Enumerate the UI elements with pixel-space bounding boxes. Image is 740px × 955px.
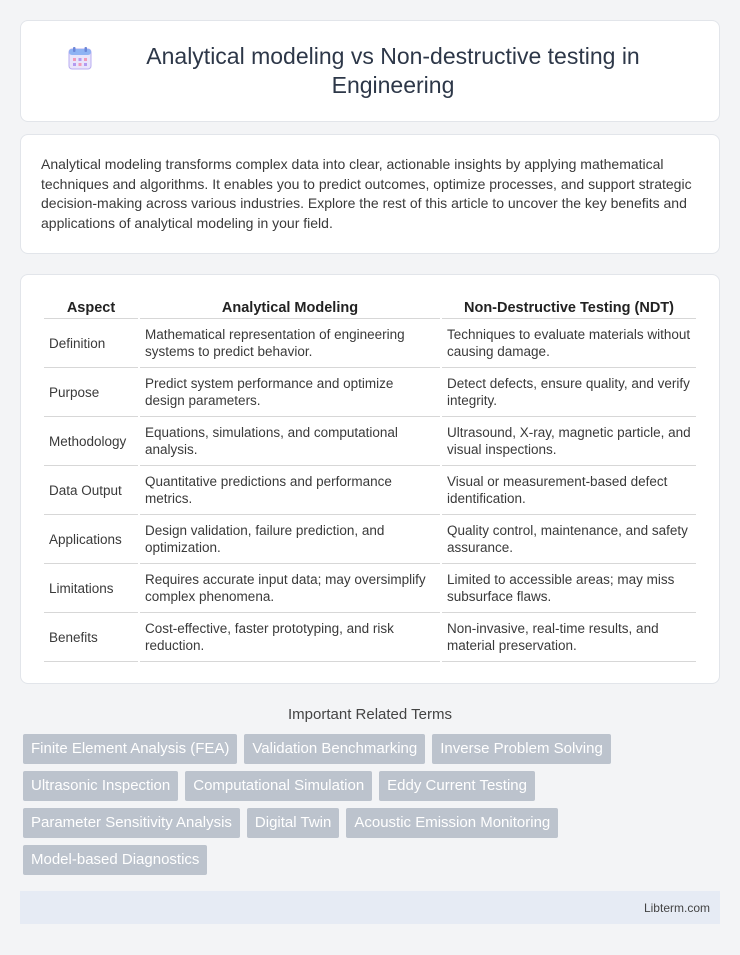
row-analytical: Cost-effective, faster prototyping, and risk reduction. xyxy=(140,613,440,662)
related-term-tag[interactable]: Validation Benchmarking xyxy=(244,734,425,764)
row-aspect: Limitations xyxy=(44,564,138,613)
footer xyxy=(20,891,720,924)
intro-text: Analytical modeling transforms complex data into clear, actionable insights by applying mathematical techniques and algorithms. It enables you to predict outcomes, optimize processes, and support strategic decision-making across various industries. Explore the rest of this article to uncover the key benefits and applications of analytical modeling in your field. xyxy=(41,156,692,231)
row-aspect: Data Output xyxy=(44,466,138,515)
row-ndt: Visual or measurement-based defect identification. xyxy=(442,466,696,515)
header-aspect: Aspect xyxy=(44,293,138,319)
related-terms-heading: Important Related Terms xyxy=(288,706,452,723)
row-ndt: Limited to accessible areas; may miss subsurface flaws. xyxy=(442,564,696,613)
row-analytical: Predict system performance and optimize design parameters. xyxy=(140,368,440,417)
row-analytical: Design validation, failure prediction, and optimization. xyxy=(140,515,440,564)
title-card xyxy=(20,20,720,122)
row-ndt: Techniques to evaluate materials without causing damage. xyxy=(442,319,696,368)
table-row xyxy=(44,515,696,564)
comparison-card xyxy=(20,274,720,684)
row-aspect: Applications xyxy=(44,515,138,564)
related-term-tag[interactable]: Acoustic Emission Monitoring xyxy=(346,808,558,838)
header-analytical-modeling: Analytical Modeling xyxy=(140,293,440,319)
related-term-tag[interactable]: Model-based Diagnostics xyxy=(23,845,207,875)
title-wrap xyxy=(67,42,673,100)
row-ndt: Ultrasound, X-ray, magnetic particle, and visual inspections. xyxy=(442,417,696,466)
page-title: Analytical modeling vs Non-destructive testing in Engineering xyxy=(146,43,640,98)
comparison-table xyxy=(42,293,698,662)
row-analytical: Quantitative predictions and performance metrics. xyxy=(140,466,440,515)
table-row xyxy=(44,466,696,515)
header-ndt: Non-Destructive Testing (NDT) xyxy=(442,293,696,319)
row-analytical: Mathematical representation of engineering systems to predict behavior. xyxy=(140,319,440,368)
table-row xyxy=(44,319,696,368)
intro-card xyxy=(20,134,720,254)
footer-site-link[interactable]: Libterm.com xyxy=(643,900,710,915)
table-row xyxy=(44,368,696,417)
row-aspect: Benefits xyxy=(44,613,138,662)
related-term-tag[interactable]: Parameter Sensitivity Analysis xyxy=(23,808,240,838)
row-analytical: Requires accurate input data; may oversimplify complex phenomena. xyxy=(140,564,440,613)
related-term-tag[interactable]: Ultrasonic Inspection xyxy=(23,771,178,801)
row-ndt: Quality control, maintenance, and safety assurance. xyxy=(442,515,696,564)
related-term-tag[interactable]: Digital Twin xyxy=(247,808,339,838)
related-term-tag[interactable]: Finite Element Analysis (FEA) xyxy=(23,734,237,764)
row-aspect: Purpose xyxy=(44,368,138,417)
table-row xyxy=(44,564,696,613)
calendar-icon xyxy=(67,45,93,71)
related-terms-list xyxy=(20,734,720,882)
table-row xyxy=(44,417,696,466)
row-aspect: Definition xyxy=(44,319,138,368)
row-ndt: Non-invasive, real-time results, and material preservation. xyxy=(442,613,696,662)
related-term-tag[interactable]: Computational Simulation xyxy=(185,771,372,801)
row-aspect: Methodology xyxy=(44,417,138,466)
row-analytical: Equations, simulations, and computational analysis. xyxy=(140,417,440,466)
table-row xyxy=(44,613,696,662)
row-ndt: Detect defects, ensure quality, and verify integrity. xyxy=(442,368,696,417)
table-header-row xyxy=(44,293,696,319)
related-term-tag[interactable]: Inverse Problem Solving xyxy=(432,734,611,764)
related-term-tag[interactable]: Eddy Current Testing xyxy=(379,771,535,801)
